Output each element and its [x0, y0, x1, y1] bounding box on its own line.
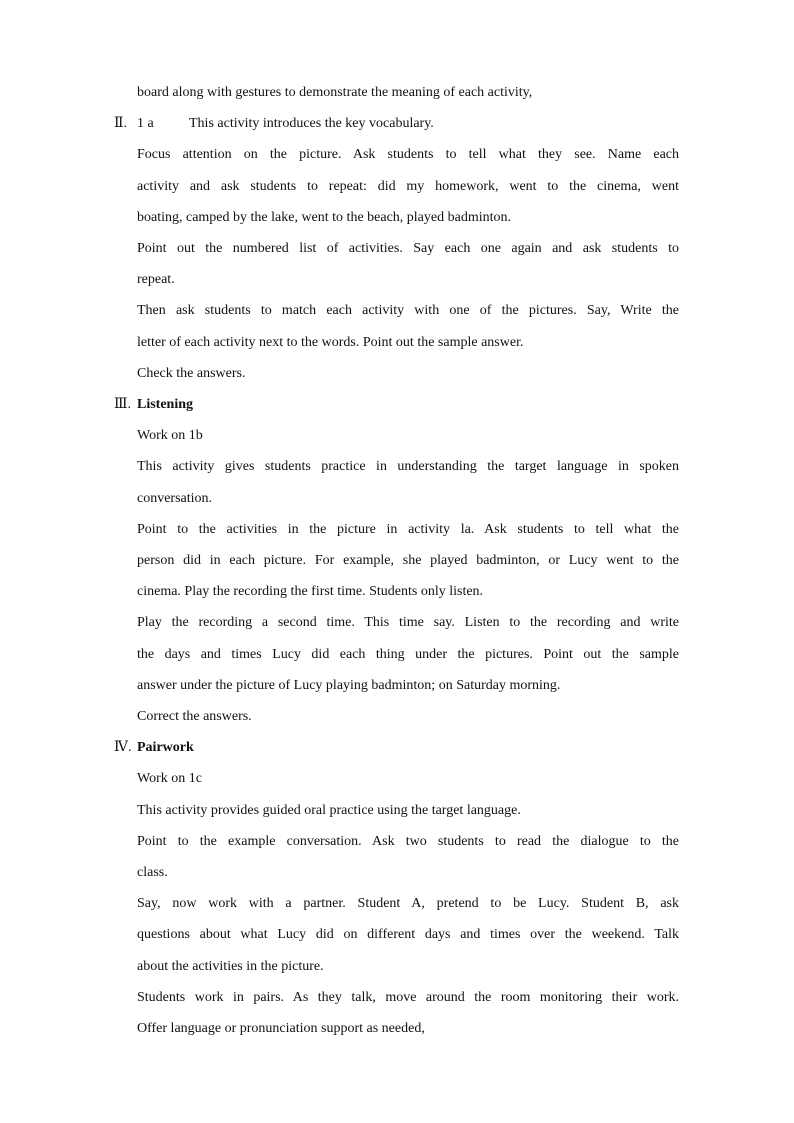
paragraph-line: Work on 1c — [137, 771, 202, 786]
section-numeral: Ⅱ. — [114, 116, 128, 131]
paragraph-line: This activity gives students practice in understanding the target language in spoken — [137, 459, 679, 474]
paragraph-line: Correct the answers. — [137, 709, 252, 724]
section-iii-heading — [114, 397, 193, 413]
paragraph-line: Check the answers. — [137, 366, 246, 381]
paragraph-line: board along with gestures to demonstrate the meaning of each activity, — [137, 85, 533, 100]
paragraph-line: class. — [137, 865, 168, 880]
paragraph-line: Focus attention on the picture. Ask students to tell what they see. Name each — [137, 147, 679, 162]
paragraph-line: Point to the example conversation. Ask two students to read the dialogue to the — [137, 834, 679, 849]
section-numeral: Ⅳ. — [114, 740, 132, 755]
paragraph-line: cinema. Play the recording the first time. Students only listen. — [137, 584, 484, 599]
paragraph-line: Then ask students to match each activity with one of the pictures. Say, Write the — [137, 303, 679, 318]
paragraph-line: Play the recording a second time. This time say. Listen to the recording and write — [137, 615, 679, 630]
section-ii-line — [114, 116, 434, 132]
paragraph-line: repeat. — [137, 272, 175, 287]
paragraph-line: This activity provides guided oral practice using the target language. — [137, 803, 521, 818]
paragraph-line: Offer language or pronunciation support as needed, — [137, 1021, 425, 1036]
paragraph-line: questions about what Lucy did on different days and times over the weekend. Talk — [137, 927, 679, 942]
paragraph-line: the days and times Lucy did each thing under the pictures. Point out the sample — [137, 647, 679, 662]
paragraph-line: conversation. — [137, 491, 213, 506]
paragraph-line: person did in each picture. For example, she played badminton, or Lucy went to the — [137, 553, 679, 568]
paragraph-line: boating, camped by the lake, went to the beach, played badminton. — [137, 210, 511, 225]
paragraph-line: Say, now work with a partner. Student A, pretend to be Lucy. Student B, ask — [137, 896, 679, 911]
section-intro: This activity introduces the key vocabulary. — [189, 116, 434, 131]
paragraph-line: Point out the numbered list of activities. Say each one again and ask students to — [137, 241, 679, 256]
section-label: 1 a — [137, 116, 154, 131]
section-iv-heading — [114, 740, 194, 756]
section-heading: Listening — [137, 397, 194, 412]
section-heading: Pairwork — [137, 740, 194, 755]
paragraph-line: activity and ask students to repeat: did my homework, went to the cinema, went — [137, 179, 679, 194]
paragraph-line: about the activities in the picture. — [137, 959, 324, 974]
paragraph-line: answer under the picture of Lucy playing badminton; on Saturday morning. — [137, 678, 561, 693]
paragraph-line: Work on 1b — [137, 428, 203, 443]
paragraph-line: letter of each activity next to the words. Point out the sample answer. — [137, 335, 524, 350]
paragraph-line: Point to the activities in the picture in activity la. Ask students to tell what the — [137, 522, 679, 537]
section-numeral: Ⅲ. — [114, 397, 132, 412]
paragraph-line: Students work in pairs. As they talk, move around the room monitoring their work. — [137, 990, 679, 1005]
